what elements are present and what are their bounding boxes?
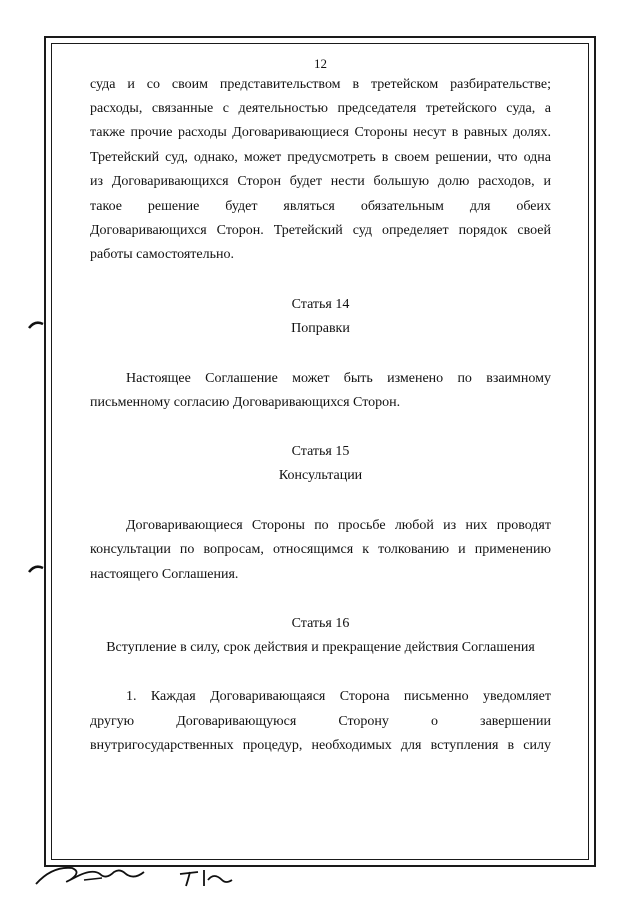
text-line: 1. Каждая Договаривающаяся Сторона письменно уведомляет xyxy=(126,689,551,704)
article-16-title: Вступление в силу, срок действия и прекращение действия Соглашения xyxy=(106,640,535,655)
text-line: Договаривающиеся Стороны по просьбе любой из них проводят xyxy=(126,518,551,533)
article-16-heading: Статья 16 xyxy=(291,616,350,631)
text-line: работы самостоятельно. xyxy=(90,247,234,262)
article-15-heading: Статья 15 xyxy=(291,444,350,459)
binding-mark-icon xyxy=(26,318,46,344)
text-line: из Договаривающихся Сторон будет нести большую долю расходов, и xyxy=(90,174,551,189)
text-line: Третейский суд, однако, может предусмотреть в своем решении, что одна xyxy=(90,150,551,165)
text-line: такое решение будет являться обязательным для обеих xyxy=(90,199,551,214)
article-15-title: Консультации xyxy=(278,468,363,483)
page-number: 12 xyxy=(314,56,327,71)
text-line: суда и со своим представительством в третейском разбирательстве; xyxy=(90,77,551,92)
text-line: другую Договаривающуюся Сторону о завершении xyxy=(90,714,551,729)
article-14-title: Поправки xyxy=(291,321,350,336)
text-line: также прочие расходы Договаривающиеся Стороны несут в равных долях. xyxy=(90,125,551,140)
text-line: расходы, связанные с деятельностью председателя третейского суда, а xyxy=(90,101,551,116)
text-line: письменному согласию Договаривающихся Сторон. xyxy=(90,395,401,410)
text-line: Договаривающихся Сторон. Третейский суд определяет порядок своей xyxy=(90,223,551,238)
text-line: Настоящее Соглашение может быть изменено по взаимному xyxy=(126,371,551,386)
text-line: консультации по вопросам, относящимся к толкованию и применению xyxy=(90,542,551,557)
article-14-heading: Статья 14 xyxy=(291,297,350,312)
binding-mark-icon xyxy=(26,562,46,588)
text-line: внутригосударственных процедур, необходимых для вступления в силу xyxy=(90,738,551,753)
text-line: настоящего Соглашения. xyxy=(90,567,239,582)
